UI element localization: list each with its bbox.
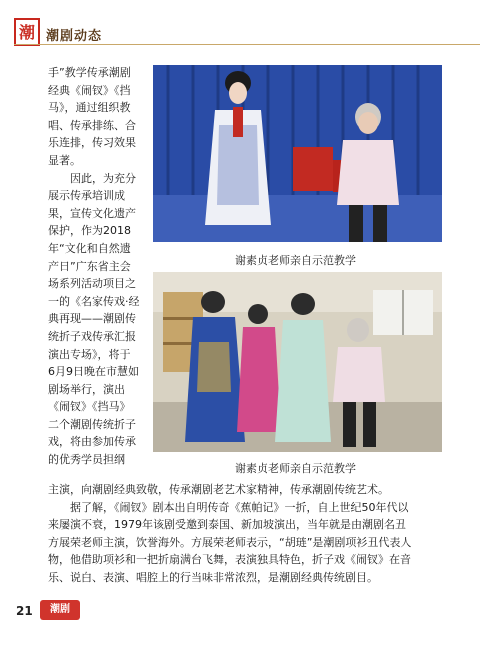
photo1-caption: 谢素贞老师亲自示范教学 [235,254,356,267]
text-line: 方展荣老师主演，饮誉海外。方展荣老师表示，“胡琏”是潮剧项衫丑代表人 [48,535,412,549]
text-line: 展示传承培训成 [48,189,125,203]
section-title: 潮剧动态 [46,29,103,44]
left-column-text [48,64,140,469]
text-line: 主演，向潮剧经典致敬，传承潮剧老艺术家精神，传承潮剧传统艺术。 [48,483,389,496]
text-line: 的优秀学员担纲 [48,453,125,467]
text-line: 显著。 [48,153,81,167]
text-line: 产日”广东省主会 [48,259,131,273]
text-line: 典再现——潮剧传 [48,312,136,326]
text-line: 保护，作为2018 [48,224,131,238]
text-line: 乐、说白、表演、唱腔上的行当味非常浓烈，是潮剧经典传统剧目。 [48,570,378,584]
text-line: 剧场举行，演出 [48,382,125,396]
text-line: 手”教学传承潮剧 [48,66,131,79]
text-line: 乐连排，传习效果 [48,136,136,150]
photo2-caption: 谢素贞老师亲自示范教学 [235,462,356,475]
text-line: 演出专场》，将于 [48,347,131,361]
text-line: 据了解，《闹钗》剧本出自明传奇《蕉帕记》一折，自上世纪50年代以 [48,500,409,514]
text-line: 6月9日晚在市慧如 [48,365,139,379]
text-line: 场系列活动项目之 [48,277,136,291]
chaoju-logo: 潮剧 [40,600,80,620]
header-divider [14,44,480,45]
chao-seal-logo [14,18,40,46]
text-line: 经典《闹钗》《挡 [48,83,131,97]
seal-char: 潮 [18,23,36,42]
text-line: 因此，为充分 [48,171,136,185]
page-number: 21 [16,604,33,618]
photo-teaching-2 [153,272,442,452]
photo-teaching-1 [153,65,442,242]
text-line: 果，宣传文化遗产 [48,206,136,220]
text-line: 马》，通过组织教 [48,101,131,115]
text-line: 年“文化和自然遗 [48,241,131,255]
text-line: 《闹钗》《挡马》 [48,400,131,414]
text-line: 二个潮剧传统折子 [48,417,136,431]
text-line: 戏，将由参加传承 [48,435,136,449]
text-line: 一的《名家传戏·经 [48,294,140,308]
text-line: 统折子戏传承汇报 [48,329,136,343]
text-line: 来屡演不衰，1979年该剧受邀到泰国、新加坡演出，当年就是由潮剧名丑 [48,518,406,532]
text-line: 唱、传承排练、合 [48,118,136,132]
text-line: 物，他借助项衫和一把折扇满台飞舞，表演独具特色，折子戏《闹钗》在音 [48,553,411,567]
body-text-wide [48,481,411,587]
